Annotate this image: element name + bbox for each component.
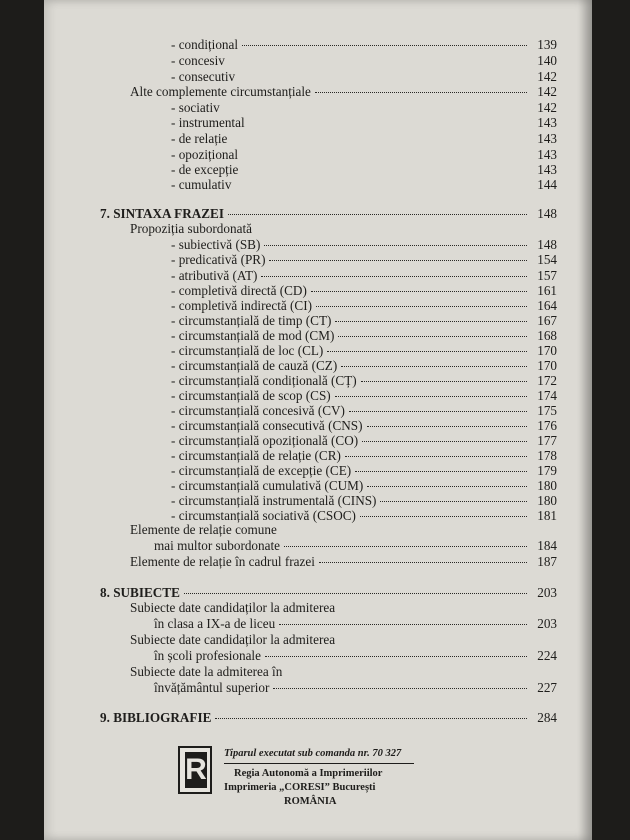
- toc-entry: în școli profesionale 224: [154, 648, 557, 663]
- toc-entry: - sociativ 142: [171, 100, 557, 115]
- toc-entry: - de excepție 143: [171, 162, 557, 177]
- toc-entry: Propoziția subordonată: [130, 221, 252, 236]
- toc-entry: - de relație 143: [171, 131, 557, 146]
- toc-entry: Elemente de relație în cadrul frazei 187: [130, 554, 557, 569]
- print-order-line: Tiparul executat sub comanda nr. 70 327: [224, 748, 402, 759]
- toc-chapter-8: 8. SUBIECTE 203: [100, 585, 557, 600]
- toc-entry: - circumstanțială instrumentală (CINS) 180: [171, 493, 557, 508]
- toc-entry: în clasa a IX-a de liceu 203: [154, 616, 557, 631]
- toc-entry: - circumstanțială de timp (CT) 167: [171, 313, 557, 328]
- toc-entry: Elemente de relație comune: [130, 522, 277, 537]
- toc-entry: - circumstanțială sociativă (CSOC) 181: [171, 508, 557, 523]
- imprint-line-2: Imprimeria „CORESI” București: [224, 782, 376, 793]
- toc-entry: - circumstanțială condițională (CȚ) 172: [171, 373, 557, 388]
- imprint-line-3: ROMÂNIA: [284, 796, 337, 807]
- book-page: [44, 0, 592, 840]
- toc-entry: - completivă directă (CD) 161: [171, 283, 557, 298]
- toc-entry: - circumstanțială de mod (CM) 168: [171, 328, 557, 343]
- printer-logo-icon: [178, 746, 212, 794]
- imprint-line-1: Regia Autonomă a Imprimeriilor: [234, 768, 383, 779]
- toc-entry: Alte complemente circumstanțiale 142: [130, 84, 557, 99]
- toc-entry: - circumstanțială de excepție (CE) 179: [171, 463, 557, 478]
- toc-entry: - circumstanțială de loc (CL) 170: [171, 343, 557, 358]
- toc-entry: - instrumental 143: [171, 115, 557, 130]
- toc-entry: - concesiv 140: [171, 53, 557, 68]
- toc-entry: - opozițional 143: [171, 147, 557, 162]
- toc-entry: mai multor subordonate 184: [154, 538, 557, 553]
- toc-entry: - atributivă (AT) 157: [171, 268, 557, 283]
- toc-entry: învățământul superior 227: [154, 680, 557, 695]
- toc-entry: - circumstanțială de cauză (CZ) 170: [171, 358, 557, 373]
- toc-entry: Subiecte date la admiterea în: [130, 664, 283, 679]
- imprint-divider: [224, 763, 414, 764]
- toc-entry: - completivă indirectă (CI) 164: [171, 298, 557, 313]
- toc-entry: Subiecte date candidaților la admiterea: [130, 632, 336, 647]
- toc-chapter-9: 9. BIBLIOGRAFIE 284: [100, 710, 557, 725]
- toc-entry: - circumstanțială de relație (CR) 178: [171, 448, 557, 463]
- toc-entry: - circumstanțială concesivă (CV) 175: [171, 403, 557, 418]
- toc-entry: - circumstanțială cumulativă (CUM) 180: [171, 478, 557, 493]
- toc-entry: - circumstanțială opozițională (CO) 177: [171, 433, 557, 448]
- toc-entry: - cumulativ 144: [171, 177, 557, 192]
- printer-logo-letter: R: [185, 753, 207, 786]
- toc-entry: - predicativă (PR) 154: [171, 252, 557, 267]
- toc-entry: - circumstanțială consecutivă (CNS) 176: [171, 418, 557, 433]
- printer-imprint: [178, 744, 478, 824]
- toc-entry: - condițional 139: [171, 37, 557, 52]
- toc-entry: - circumstanțială de scop (CS) 174: [171, 388, 557, 403]
- toc-chapter-7: 7. SINTAXA FRAZEI 148: [100, 206, 557, 221]
- toc-entry: - subiectivă (SB) 148: [171, 237, 557, 252]
- toc-entry: Subiecte date candidaților la admiterea: [130, 600, 336, 615]
- toc-entry: - consecutiv 142: [171, 69, 557, 84]
